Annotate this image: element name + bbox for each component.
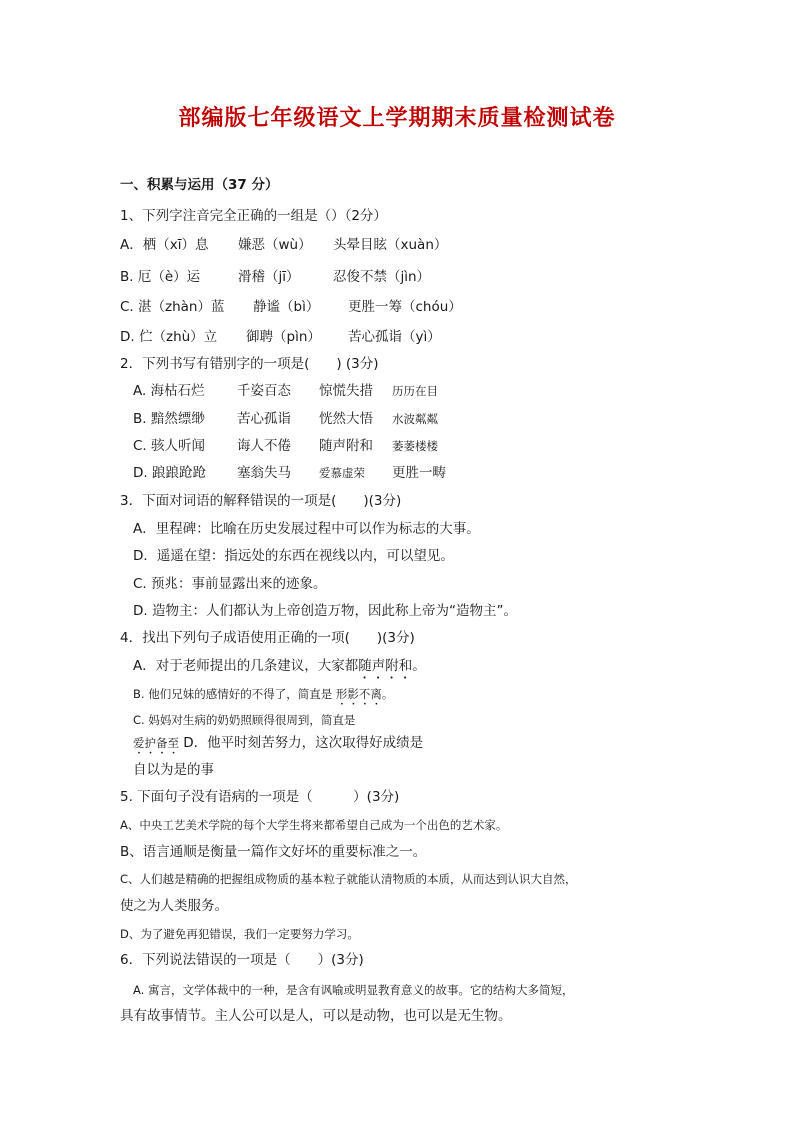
option-part: A．栖（xī）息 (120, 237, 209, 253)
question-4-option-b (133, 685, 393, 708)
option-part: 更胜一筹（chóu） (348, 299, 462, 315)
exam-title: 部编版七年级语文上学期期末质量检测试卷 (178, 106, 616, 131)
question-6-stem: 6．下列说法错误的一项是（ ）(3分) (120, 952, 364, 968)
option-part: 忍俊不禁（jìn） (333, 269, 431, 285)
question-4-option-c: C. 妈妈对生病的奶奶照顾得很周到，简直是 (133, 713, 356, 727)
option-part: 更胜一畴 (392, 465, 446, 481)
question-6-option-a-line1: A. 寓言，文学体裁中的一种，是含有讽喻或明显教育意义的故事。它的结构大多简短， (133, 983, 574, 997)
option-part: 水波粼粼 (392, 412, 438, 426)
option-text: B. 他们兄妹的感情好的不得了，简直是 (133, 687, 336, 701)
option-part: 惊慌失措 (319, 383, 373, 399)
question-6-option-a-line2: 具有故事情节。主人公可以是人，可以是动物，也可以是无生物。 (120, 1008, 512, 1024)
option-part: D. 伫（zhù）立 (120, 329, 218, 345)
option-part: 滑稽（jī） (238, 269, 300, 285)
question-5-option-a: A、中央工艺美术学院的每个大学生将来都希望自己成为一个出色的艺术家。 (120, 818, 508, 832)
option-text: 。 (381, 687, 394, 701)
option-part: B. 黯然缥缈 (133, 411, 205, 427)
question-1-stem: 1、下列字注音完全正确的一组是（）（2分） (120, 208, 387, 224)
option-text: A．对于老师提出的几条建议，大家都 (133, 658, 359, 674)
question-3-option-c: C. 预兆：事前显露出来的迹象。 (133, 576, 327, 592)
question-5-option-b: B、语言通顺是衡量一篇作文好坏的重要标准之一。 (120, 844, 427, 860)
option-part: C. 湛（zhàn）蓝 (120, 299, 225, 315)
emphasized-idiom: 形影不离 (335, 687, 382, 701)
question-2-option-c (133, 437, 438, 455)
question-2-stem: 2．下列书写有错别字的一项是( ) (3分) (120, 356, 379, 372)
option-part: D. 踉踉跄跄 (133, 465, 206, 481)
question-5-option-c-line1: C、人们越是精确的把握组成物质的基本粒子就能认清物质的本质，从而达到认识大自然， (120, 872, 577, 886)
option-part: 苦心孤诣 (237, 411, 291, 427)
option-text: D．他平时刻苦努力，这次取得好成绩是 (179, 735, 424, 751)
option-part: 塞翁失马 (237, 465, 291, 481)
option-part: 恍然大悟 (319, 411, 373, 427)
emphasized-idiom: 爱护备至 (133, 736, 179, 750)
question-3-option-d: D. 造物主：人们都认为上帝创造万物，因此称上帝为“造物主”。 (133, 603, 517, 619)
option-part: 嫌恶（wù） (238, 237, 312, 253)
question-4-option-a (133, 657, 426, 682)
option-part: 静谧（bì） (253, 299, 320, 315)
option-part: B. 厄（è）运 (120, 269, 201, 285)
question-1-option-a (120, 236, 447, 254)
question-2-option-a (133, 382, 438, 400)
question-5-option-c-line2: 使之为人类服务。 (120, 898, 228, 914)
question-4-stem: 4．找出下列句子成语使用正确的一项( )(3分) (120, 630, 415, 646)
option-part: 爱慕虚荣 (319, 466, 365, 480)
question-3-option-b: D．遥遥在望：指远处的东西在视线以内，可以望见。 (133, 548, 454, 564)
option-part: 萎萎楼楼 (392, 439, 438, 453)
question-2-option-d (133, 464, 446, 482)
question-2-option-b (133, 410, 438, 428)
option-part: 御聘（pìn） (246, 329, 321, 345)
option-part: C. 骇人听闻 (133, 438, 206, 454)
question-5-stem: 5. 下面句子没有语病的一项是（ ）(3分) (120, 789, 400, 805)
option-part: 头晕目眩（xuàn） (333, 237, 448, 253)
question-4-option-c-d (133, 734, 423, 757)
question-4-option-d-cont: 自以为是的事 (133, 762, 214, 778)
question-3-option-a: A．里程碑：比喻在历史发展过程中可以作为标志的大事。 (133, 521, 480, 537)
option-part: 苦心孤诣（yì） (348, 329, 441, 345)
question-1-option-b (120, 268, 430, 286)
question-1-option-d (120, 328, 441, 346)
option-part: 诲人不倦 (237, 438, 291, 454)
question-5-option-d: D、为了避免再犯错误，我们一定要努力学习。 (120, 927, 359, 941)
option-part: 随声附和 (319, 438, 373, 454)
section-heading: 一、积累与运用（37 分） (120, 177, 279, 193)
question-3-stem: 3．下面对词语的解释错误的一项是( )(3分) (120, 493, 402, 509)
question-1-option-c (120, 298, 462, 316)
emphasized-idiom: 随声附和 (358, 658, 413, 674)
option-text: 。 (412, 658, 426, 674)
option-part: 历历在目 (392, 384, 438, 398)
option-part: A. 海枯石烂 (133, 383, 205, 399)
option-part: 千姿百态 (237, 383, 291, 399)
